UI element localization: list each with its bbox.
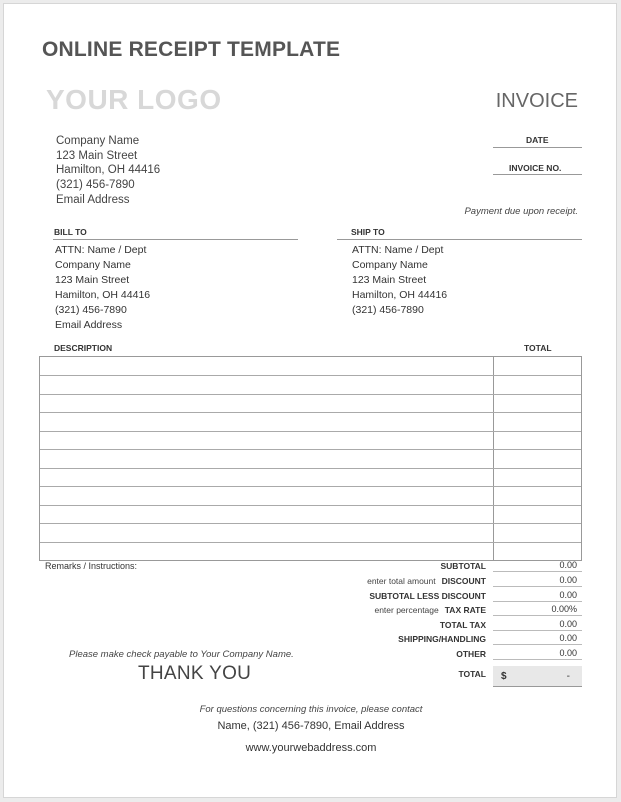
- total-tax-value[interactable]: 0.00: [493, 618, 582, 631]
- description-header: DESCRIPTION: [54, 343, 113, 353]
- discount-value[interactable]: 0.00: [493, 574, 582, 587]
- subtotal-value[interactable]: 0.00: [493, 559, 582, 572]
- discount-label-text: DISCOUNT: [441, 576, 486, 586]
- other-label: OTHER: [456, 649, 486, 659]
- subtotal-label: SUBTOTAL: [440, 561, 486, 571]
- table-row: [40, 505, 581, 506]
- line-items-table[interactable]: [39, 356, 582, 561]
- table-row: [40, 375, 581, 376]
- table-row: [40, 431, 581, 432]
- ship-to-address: [352, 243, 447, 318]
- table-row: [40, 412, 581, 413]
- table-row: [40, 523, 581, 524]
- table-row: [40, 486, 581, 487]
- check-payable-note: Please make check payable to Your Company Name.: [69, 649, 294, 660]
- payment-note: Payment due upon receipt.: [464, 206, 578, 217]
- bill-to-label: BILL TO: [54, 227, 87, 237]
- ship-to-attn: ATTN: Name / Dept: [352, 244, 444, 256]
- bill-to-street: 123 Main Street: [55, 274, 130, 286]
- footer-question: For questions concerning this invoice, please contact: [199, 704, 423, 715]
- tax-rate-label-text: TAX RATE: [444, 605, 486, 615]
- grand-total-label: TOTAL: [458, 669, 486, 679]
- page-title: ONLINE RECEIPT TEMPLATE: [42, 38, 341, 61]
- subtotal-less-discount-label: SUBTOTAL LESS DISCOUNT: [369, 591, 486, 601]
- logo-placeholder: YOUR LOGO: [46, 84, 222, 115]
- grand-total-value: -: [566, 671, 570, 682]
- doc-type-heading: INVOICE: [495, 90, 578, 112]
- shipping-label: SHIPPING/HANDLING: [398, 634, 486, 644]
- bill-to-company: Company Name: [55, 259, 131, 271]
- total-header: TOTAL: [524, 343, 552, 353]
- ship-to-city: Hamilton, OH 44416: [352, 289, 448, 301]
- table-row: [40, 468, 581, 469]
- company-city: Hamilton, OH 44416: [56, 164, 161, 176]
- column-divider: [493, 357, 494, 560]
- table-row: [40, 449, 581, 450]
- company-street: 123 Main Street: [56, 149, 138, 162]
- discount-note: enter total amount: [367, 576, 436, 586]
- thank-you: THANK YOU: [138, 663, 252, 684]
- bill-to-phone: (321) 456-7890: [55, 304, 127, 316]
- date-field[interactable]: [493, 147, 582, 148]
- total-tax-label: TOTAL TAX: [439, 620, 486, 630]
- ship-to-phone: (321) 456-7890: [352, 304, 424, 316]
- tax-rate-note: enter percentage: [374, 605, 439, 615]
- bill-to-divider: [53, 239, 298, 240]
- remarks-label: Remarks / Instructions:: [45, 561, 138, 571]
- ship-to-label: SHIP TO: [351, 227, 385, 237]
- ship-to-divider: [337, 239, 582, 240]
- invoice-no-field[interactable]: [493, 174, 582, 175]
- footer-contact: Name, (321) 456-7890, Email Address: [217, 720, 405, 732]
- invoice-no-label: INVOICE NO.: [509, 163, 562, 173]
- other-value[interactable]: 0.00: [493, 647, 582, 660]
- tax-rate-label: [374, 605, 486, 615]
- ship-to-street: 123 Main Street: [352, 274, 427, 286]
- company-email: Email Address: [56, 194, 130, 206]
- ship-to-company: Company Name: [352, 259, 428, 271]
- bill-to-address: [55, 243, 150, 333]
- bill-to-email: Email Address: [55, 319, 123, 331]
- company-phone: (321) 456-7890: [56, 178, 135, 191]
- company-block: [56, 134, 160, 208]
- table-row: [40, 542, 581, 543]
- shipping-value[interactable]: 0.00: [493, 632, 582, 645]
- company-name: Company Name: [56, 135, 140, 147]
- grand-total-box[interactable]: [493, 666, 582, 687]
- bill-to-city: Hamilton, OH 44416: [55, 289, 151, 301]
- table-row: [40, 394, 581, 395]
- bill-to-attn: ATTN: Name / Dept: [55, 244, 147, 256]
- tax-rate-value[interactable]: 0.00%: [493, 603, 582, 616]
- footer-web-address[interactable]: www.yourwebaddress.com: [245, 742, 377, 754]
- date-label: DATE: [526, 135, 549, 145]
- receipt-page: [3, 3, 617, 798]
- discount-label: [367, 576, 486, 586]
- subtotal-less-discount-value[interactable]: 0.00: [493, 589, 582, 602]
- currency-symbol: $: [501, 671, 507, 682]
